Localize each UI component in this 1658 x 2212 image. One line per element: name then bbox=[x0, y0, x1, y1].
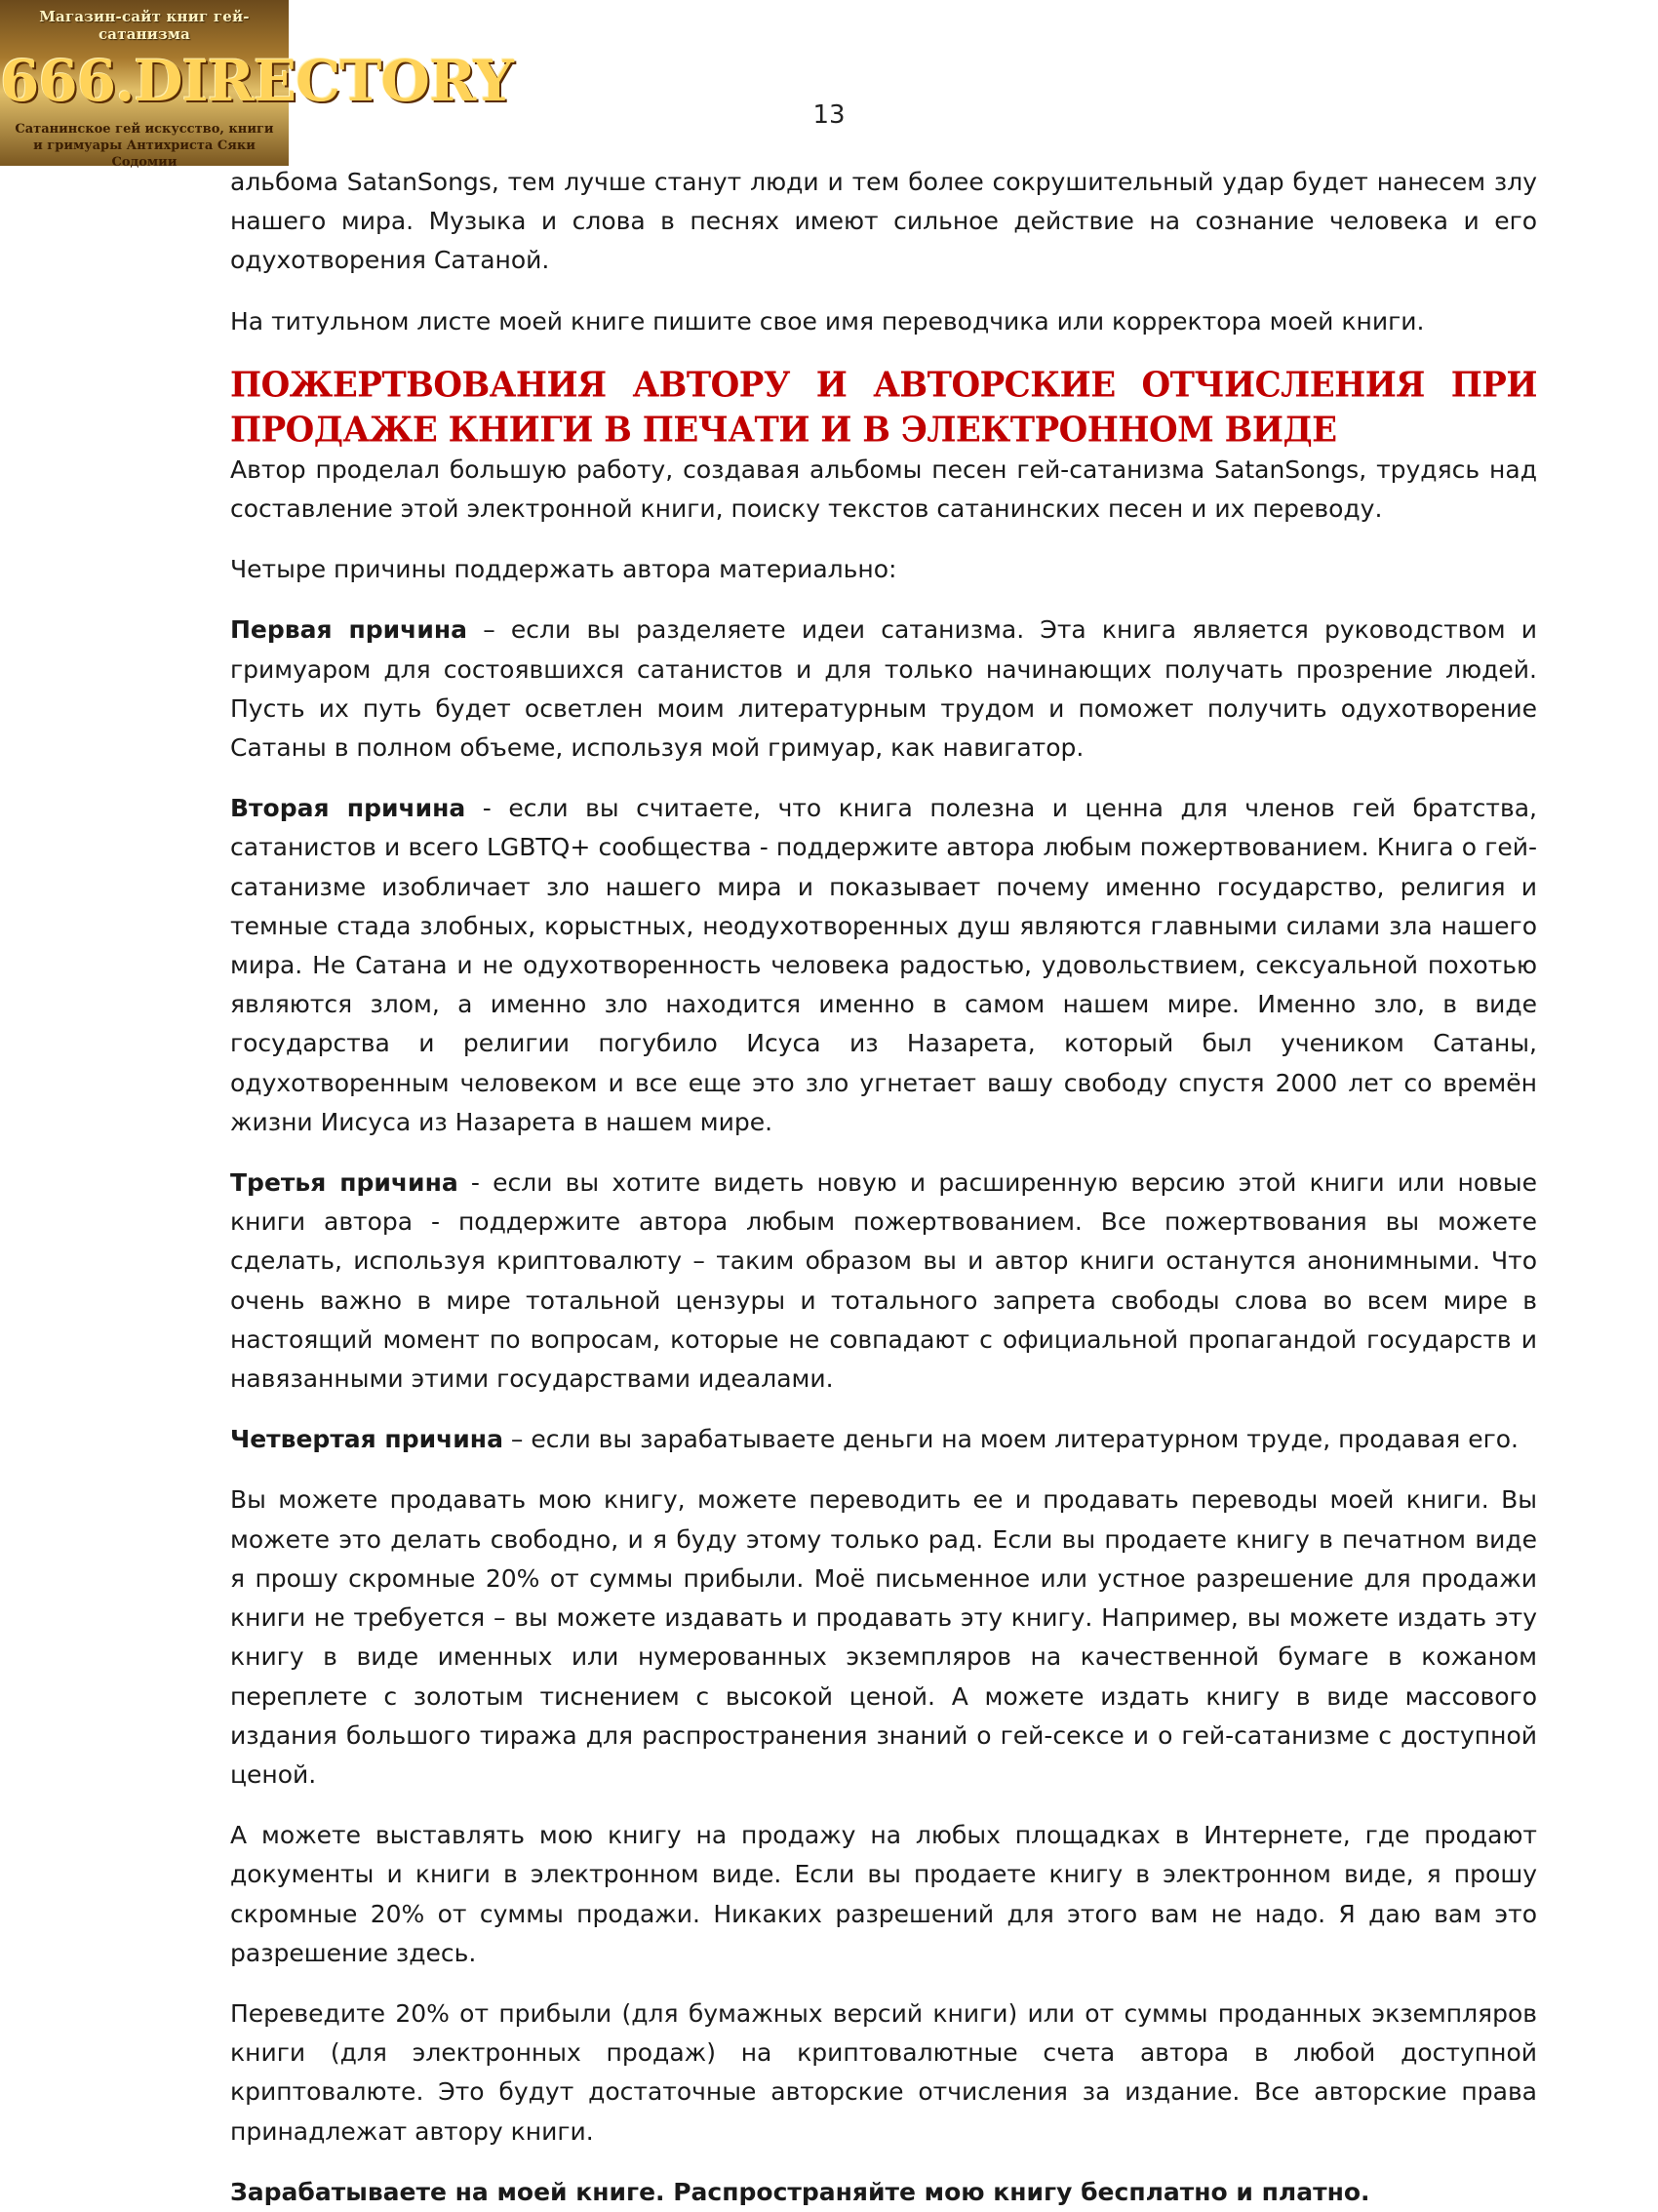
logo-sub-line-2: и гримуары Антихриста Сяки Содомии bbox=[33, 138, 256, 170]
logo-top-line: Магазин-сайт книг гей-сатанизма bbox=[39, 8, 250, 43]
section-heading: ПОЖЕРТВОВАНИЯ АВТОРУ И АВТОРСКИЕ ОТЧИСЛЕНИЯ ПРИ ПРОДАЖЕ КНИГИ В ПЕЧАТИ И В ЭЛЕКТРОННОМ ВИДЕ bbox=[230, 364, 1537, 451]
paragraph-title-page-note: На титульном листе моей книге пишите свое имя переводчика или корректора моей книги. bbox=[230, 306, 1425, 336]
document-body bbox=[230, 163, 1537, 2212]
closing-bold-text: Зарабатываете на моей книге. Распространяйте мою книгу бесплатно и платно. bbox=[230, 2177, 1370, 2206]
paragraph-continued: альбома SatanSongs, тем лучше станут люди и тем более сокрушительный удар будет нанесем злу нашего мира. Музыка и слова в песнях имеют сильное действие на сознание человека и его одухотворения Сатаной. bbox=[230, 168, 1537, 275]
paragraph-electronic-sales: А можете выставлять мою книгу на продажу на любых площадках в Интернете, где продают документы и книги в электронном виде. Если вы продаете книгу в электронном виде, я прошу скромные 20% от суммы продажи. Никаких разрешений для этого вам не надо. Я даю вам это разрешение здесь. bbox=[230, 1821, 1537, 1967]
paragraph-four-reasons: Четыре причины поддержать автора материально: bbox=[230, 555, 897, 584]
paragraph-royalties: Переведите 20% от прибыли (для бумажных версий книги) или от суммы проданных экземпляров книги (для электронных продаж) на криптовалютные счета автора в любой доступной криптовалюте. Это будут достаточные авторские отчисления за издание. Все авторские права принадлежат автору книги. bbox=[230, 1998, 1537, 2146]
paragraph-reason-3 bbox=[230, 1164, 1537, 1399]
reason-3-text: - если вы хотите видеть новую и расширенную версию этой книги или новые книги автора - поддержите автора любым пожертвованием. Все пожертвования вы можете сделать, используя криптовалюту – таким образом вы и автор книги останутся анонимными. Что очень важно в мире тотальной цензуры и тотального запрета свободы слова во всем мире в настоящий момент по вопросам, которые не совпадают с официальной пропагандой государств и навязанными этими государствами идеалами. bbox=[230, 1168, 1538, 1394]
logo-brand: 666.DIRECTORY bbox=[0, 48, 513, 114]
reason-3-label: Третья причина bbox=[230, 1168, 458, 1198]
paragraph-reason-1 bbox=[230, 611, 1537, 768]
reason-2-text: - если вы считаете, что книга полезна и ценна для членов гей братства, сатанистов и всего LGBTQ+ сообщества - поддержите автора любым пожертвованием. Книга о гей-сатанизме изобличает зло нашего мира и показывает почему именно государство, религия и темные стада злобных, корыстных, неодухотворенных душ являются главными силами зла нашего мира. Не Сатана и не одухотворенность человека радостью, удовольствием, сексуальной похотью являются злом, а именно зло находится именно в самом нашем мире. Именно зло, в виде государства и религии погубило Исуса из Назарета, который был учеником Сатаны, одухотворенным человеком и все еще это зло угнетает вашу свободу спустя 2000 лет со времён жизни Иисуса из Назарета в нашем мире. bbox=[230, 794, 1537, 1136]
reason-1-text: – если вы разделяете идеи сатанизма. Эта книга является руководством и гримуаром для состоявшихся сатанистов и для только начинающих получать прозрение людей. Пусть их путь будет осветлен моим литературным трудом и поможет получить одухотворение Сатаны в полном объеме, используя мой гримуар, как навигатор. bbox=[230, 615, 1537, 763]
reason-1-label: Первая причина bbox=[230, 615, 467, 645]
paragraph-author-work: Автор проделал большую работу, создавая альбомы песен гей-сатанизма SatanSongs, трудясь над составление этой электронной книги, поиску текстов сатанинских песен и их переводу. bbox=[230, 454, 1537, 524]
reason-4-text: – если вы зарабатываете деньги на моем литературном труде, продавая его. bbox=[502, 1425, 1519, 1454]
reason-4-label: Четвертая причина bbox=[230, 1425, 503, 1454]
site-logo[interactable] bbox=[0, 0, 513, 170]
page-number: 13 bbox=[812, 100, 846, 130]
logo-sub-line-1: Сатанинское гей искусство, книги bbox=[15, 122, 274, 137]
paragraph-reason-4 bbox=[230, 1420, 1537, 1459]
paragraph-closing bbox=[230, 2173, 1537, 2212]
paragraph-reason-2 bbox=[230, 789, 1537, 1142]
reason-2-label: Вторая причина bbox=[230, 794, 466, 823]
paragraph-print-sales: Вы можете продавать мою книгу, можете переводить ее и продавать переводы моей книги. Вы можете это делать свободно, и я буду этому только рад. Если вы продаете книгу в печатном виде я прошу скромные 20% от суммы прибыли. Моё письменное или устное разрешение для продажи книги не требуется – вы можете издавать и продавать эту книгу. Например, вы можете издать эту книгу в виде именных или нумерованных экземпляров на качественной бумаге в кожаном переплете с золотым тиснением с высокой ценой. А можете издать книгу в виде массового издания большого тиража для распространения знаний о гей-сексе и о гей-сатанизме с доступной ценой. bbox=[230, 1485, 1537, 1789]
